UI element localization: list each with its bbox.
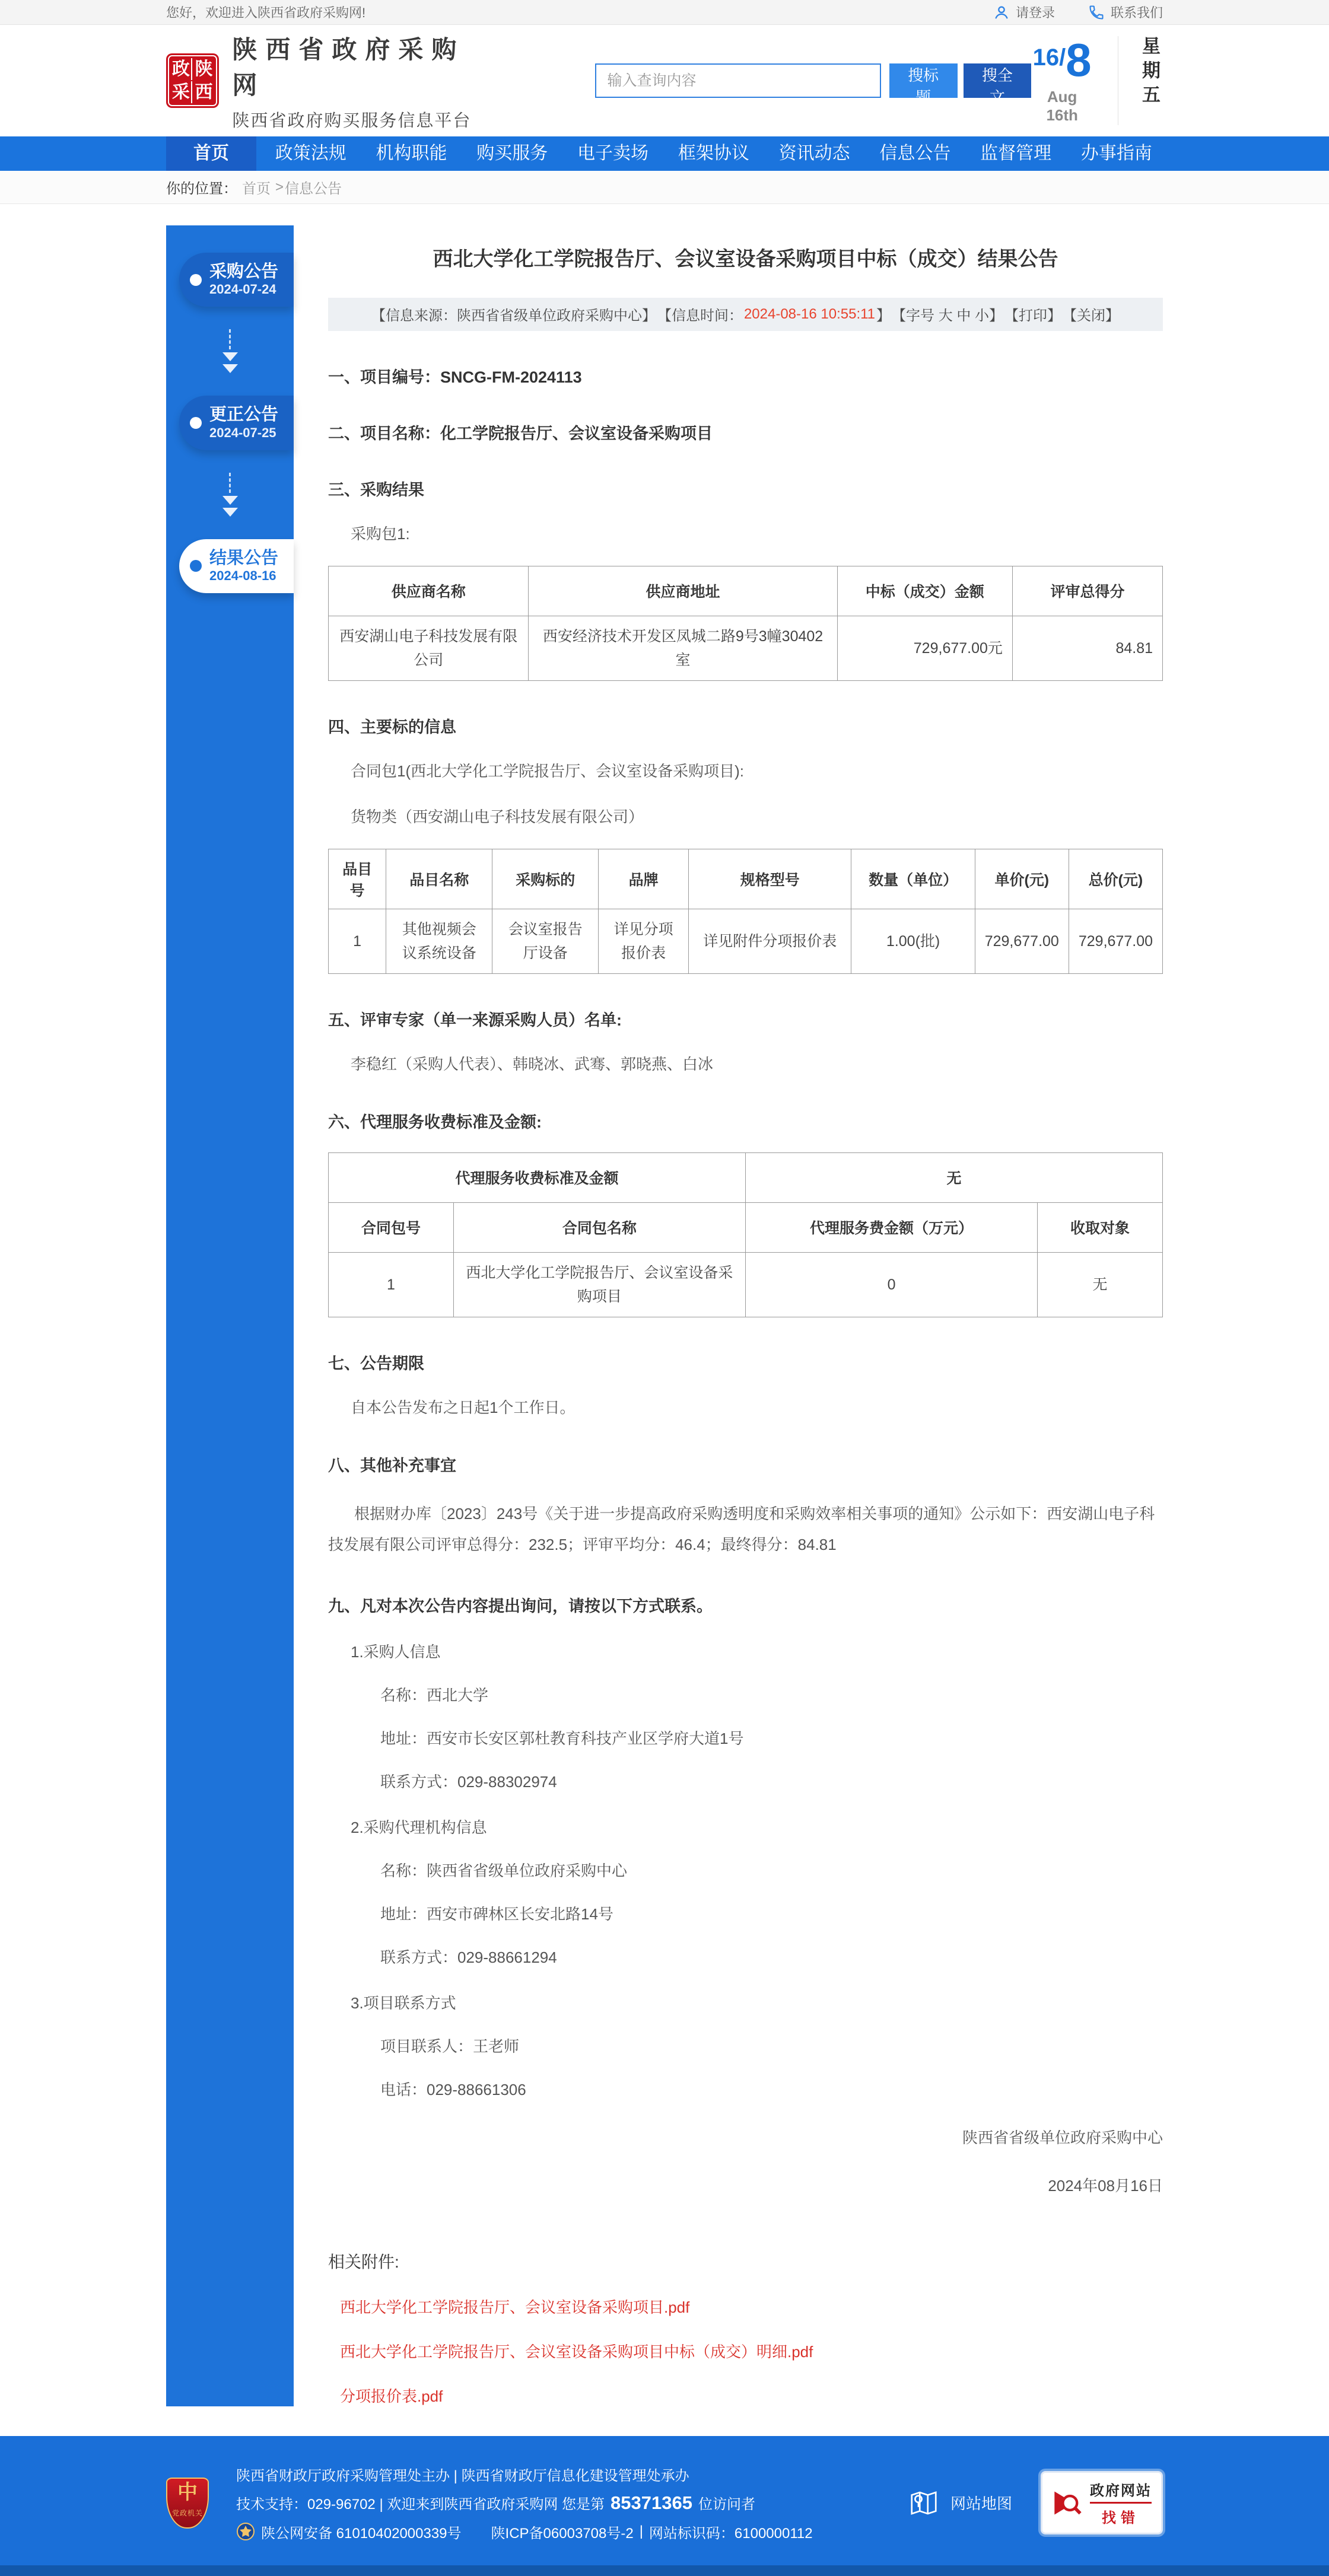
- logo-char: 西: [195, 82, 213, 102]
- table-header-cell: 中标（成交）金额: [837, 566, 1012, 616]
- article-meta-bar: [328, 298, 1163, 331]
- site-footer: [0, 2436, 1329, 2576]
- magnifier-icon: [1052, 2488, 1083, 2518]
- footer-registration-line: [236, 2521, 908, 2542]
- package-label: 采购包1:: [351, 524, 410, 543]
- agency-fee-table: [328, 1152, 1163, 1317]
- table-header-cell: 单价(元): [975, 849, 1069, 909]
- page-title: 西北大学化工学院报告厅、会议室设备采购项目中标（成交）结果公告: [433, 248, 1058, 270]
- table-header-cell: 品目号: [329, 849, 386, 909]
- font-size-controls[interactable]: 【字号 大 中 小】: [892, 308, 1004, 324]
- sidebar-item-result-notice[interactable]: [179, 539, 294, 593]
- contact-label: 联系我们: [1110, 5, 1163, 20]
- police-registration[interactable]: 陕公网安备 61010402000339号: [261, 2525, 462, 2542]
- table-header-cell: 无: [745, 1152, 1162, 1202]
- site-subtitle: 陕西省政府购买服务信息平台: [232, 111, 472, 130]
- attachment-link[interactable]: 西北大学化工学院报告厅、会议室设备采购项目.pdf: [340, 2298, 690, 2316]
- bullet-dot-icon: [190, 560, 202, 572]
- breadcrumb-current[interactable]: 信息公告: [285, 181, 342, 197]
- section-7-heading: 七、公告期限: [328, 1354, 424, 1373]
- footer-text-block: [236, 2456, 908, 2550]
- table-cell: 西安湖山电子科技发展有限公司: [329, 616, 529, 680]
- site-identifier-code: 网站标识码：6100000112: [648, 2525, 813, 2542]
- table-cell: 1.00(批): [851, 909, 975, 973]
- shield-text: 党政机关: [171, 2508, 203, 2517]
- table-header-cell: 采购标的: [492, 849, 599, 909]
- login-label: 请登录: [1015, 5, 1055, 20]
- section-8-heading: 八、其他补充事宜: [328, 1456, 456, 1475]
- agency-contact: 联系方式：029-88661294: [380, 1948, 557, 1966]
- table-cell: 84.81: [1012, 616, 1162, 680]
- signoff-org: 陕西省省级单位政府采购中心: [962, 2128, 1163, 2147]
- bullet-dot-icon: [190, 417, 202, 429]
- table-header-cell: 合同包号: [329, 1202, 454, 1252]
- attachment-link[interactable]: 西北大学化工学院报告厅、会议室设备采购项目中标（成交）明细.pdf: [340, 2342, 813, 2361]
- error-badge-subtitle: 找错: [1102, 2510, 1140, 2527]
- meta-time-prefix: 【信息时间：: [657, 308, 743, 324]
- agency-address: 地址：西安市碑林区长安北路14号: [380, 1905, 613, 1923]
- content-area: [166, 204, 1163, 2424]
- table-row: [329, 616, 1163, 680]
- meta-time-suffix: 】: [876, 308, 891, 324]
- table-cell: 0: [745, 1252, 1037, 1317]
- error-badge-title: 政府网站: [1090, 2479, 1152, 2504]
- date-numbers: [1031, 34, 1093, 86]
- section-4-heading: 四、主要标的信息: [328, 718, 456, 736]
- article: [328, 225, 1163, 2406]
- breadcrumb: [166, 171, 1163, 203]
- weekday-label: 星期五: [1118, 36, 1163, 125]
- nav-item-purchase-services[interactable]: 购买服务: [476, 144, 548, 163]
- arrow-down-icon: [166, 329, 294, 373]
- sitemap-link[interactable]: [908, 2487, 1012, 2519]
- breadcrumb-label: 你的位置：: [166, 181, 237, 197]
- breadcrumb-home[interactable]: 首页: [242, 181, 271, 197]
- table-header-cell: 规格型号: [688, 849, 851, 909]
- agency-name: 名称：陕西省省级单位政府采购中心: [380, 1861, 628, 1880]
- table-cell: 1: [329, 909, 386, 973]
- logo-char: 采: [171, 81, 192, 103]
- nav-item-guide[interactable]: 办事指南: [1080, 144, 1152, 163]
- table-row: [329, 1252, 1163, 1317]
- table-header-cell: 供应商地址: [529, 566, 837, 616]
- user-icon: [993, 4, 1010, 21]
- meta-source: 【信息来源：陕西省省级单位政府采购中心】: [371, 308, 656, 324]
- search-fulltext-button[interactable]: 搜全文: [964, 63, 1032, 98]
- attachments-section: [328, 2249, 1163, 2406]
- section-6-heading: 六、代理服务收费标准及金额:: [328, 1113, 542, 1131]
- table-header-cell: 代理服务收费标准及金额: [329, 1152, 746, 1202]
- section-1-heading: 一、项目编号：SNCG-FM-2024113: [328, 368, 582, 386]
- login-link[interactable]: [993, 3, 1055, 21]
- sidebar-item-correction-notice[interactable]: [179, 396, 294, 450]
- section-2-heading: 二、项目名称：化工学院报告厅、会议室设备采购项目: [328, 424, 713, 442]
- project-contact-phone: 电话：029-88661306: [380, 2080, 526, 2099]
- search-title-button[interactable]: 搜标题: [889, 63, 958, 98]
- nav-item-framework[interactable]: 框架协议: [678, 144, 749, 163]
- section-3-heading: 三、采购结果: [328, 480, 424, 499]
- table-cell: 详见分项报价表: [599, 909, 689, 973]
- supplier-result-table: [328, 566, 1163, 681]
- table-cell: 729,677.00: [1069, 909, 1162, 973]
- table-row: [329, 909, 1163, 973]
- date-month: 8: [1066, 34, 1092, 86]
- table-header-cell: 合同包名称: [453, 1202, 745, 1252]
- breadcrumb-separator: >: [275, 179, 284, 195]
- sidebar-item-label: 更正公告: [209, 405, 279, 425]
- visitor-count: 85371365: [611, 2492, 692, 2513]
- nav-item-news[interactable]: 资讯动态: [778, 144, 850, 163]
- gov-shield-icon: [166, 2478, 209, 2529]
- table-header-cell: 总价(元): [1069, 849, 1162, 909]
- table-header-cell: 评审总得分: [1012, 566, 1162, 616]
- table-cell: 详见附件分项报价表: [688, 909, 851, 973]
- table-cell: 西北大学化工学院报告厅、会议室设备采购项目: [453, 1252, 745, 1317]
- table-cell: 西安经济技术开发区凤城二路9号3幢30402室: [529, 616, 837, 680]
- nav-item-policies[interactable]: 政策法规: [275, 144, 346, 163]
- announcement-sidebar: [166, 225, 294, 2406]
- welcome-text: 您好，欢迎进入陕西省政府采购网!: [166, 5, 366, 20]
- close-button[interactable]: 【关闭】: [1063, 308, 1120, 324]
- site-title: 陕西省政府采购网: [232, 35, 465, 99]
- attachment-link[interactable]: 分项报价表.pdf: [340, 2387, 443, 2405]
- sidebar-item-date: 2024-08-16: [209, 568, 276, 584]
- agency-info-title: 2.采购代理机构信息: [351, 1818, 487, 1836]
- supplementary-note: 根据财办库〔2023〕243号《关于进一步提高政府采购透明度和采购效率相关事项的通知》公示如下：西安湖山电子科技发展有限公司评审总得分：232.5；评审平均分：46.4；最终得分：84.81: [328, 1504, 1155, 1553]
- announcement-period: 自本公告发布之日起1个工作日。: [351, 1398, 576, 1416]
- contact-link[interactable]: [1088, 3, 1163, 21]
- footer-support-line: [236, 2492, 908, 2514]
- table-header-cell: 收取对象: [1038, 1202, 1163, 1252]
- table-header-cell: 代理服务费金额（万元）: [745, 1202, 1037, 1252]
- section-9-heading: 九、凡对本次公告内容提出询问，请按以下方式联系。: [328, 1597, 713, 1615]
- police-badge-icon: [236, 2522, 255, 2541]
- table-header-cell: 数量（单位）: [851, 849, 975, 909]
- goods-category-line: 货物类（西安湖山电子科技发展有限公司）: [351, 807, 644, 826]
- nav-item-announcements[interactable]: 信息公告: [879, 144, 951, 163]
- nav-item-supervision[interactable]: 监督管理: [980, 144, 1052, 163]
- sidebar-item-label: 采购公告: [209, 262, 279, 281]
- site-logo: [166, 53, 219, 108]
- table-cell: 其他视频会议系统设备: [386, 909, 492, 973]
- table-header-cell: 品目名称: [386, 849, 492, 909]
- sidebar-item-label: 结果公告: [209, 548, 279, 568]
- footer-support-prefix: 技术支持：029-96702 | 欢迎来到陕西省政府采购网 您是第: [236, 2497, 605, 2513]
- project-contact-title: 3.项目联系方式: [351, 1994, 456, 2012]
- logo-char: 陕: [195, 59, 213, 79]
- table-cell: 729,677.00: [975, 909, 1069, 973]
- shield-glyph: 中: [177, 2481, 198, 2504]
- table-header-cell: 供应商名称: [329, 566, 529, 616]
- nav-item-e-mall[interactable]: 电子卖场: [577, 144, 649, 163]
- sitemap-label: 网站地图: [950, 2495, 1012, 2513]
- footer-organizer-line: 陕西省财政厅政府采购管理处主办 | 陕西省财政厅信息化建设管理处承办: [236, 2467, 689, 2484]
- purchaser-address: 地址：西安市长安区郭杜教育科技产业区学府大道1号: [380, 1729, 744, 1747]
- project-contact-person: 项目联系人：王老师: [380, 2037, 520, 2055]
- meta-time: 2024-08-16 10:55:11: [743, 305, 876, 322]
- brand: [166, 30, 488, 132]
- sidebar-item-procurement-notice[interactable]: [179, 253, 294, 307]
- section-5-heading: 五、评审专家（单一来源采购人员）名单:: [328, 1011, 622, 1029]
- sidebar-item-date: 2024-07-25: [209, 425, 276, 440]
- table-cell: 1: [329, 1252, 454, 1317]
- phone-icon: [1088, 4, 1105, 21]
- table-cell: 无: [1038, 1252, 1163, 1317]
- logo-char: 政: [171, 58, 192, 80]
- search-box: [595, 63, 1031, 106]
- bullet-dot-icon: [190, 274, 202, 286]
- main-nav: [0, 136, 1329, 171]
- purchaser-info-title: 1.采购人信息: [351, 1642, 441, 1661]
- date-english: Aug 16th: [1046, 88, 1078, 124]
- map-icon: [908, 2487, 940, 2519]
- error-report-badge[interactable]: [1041, 2471, 1163, 2534]
- sidebar-item-date: 2024-07-24: [209, 282, 276, 297]
- nav-item-home[interactable]: 首页: [166, 136, 256, 171]
- purchaser-name: 名称：西北大学: [380, 1686, 489, 1704]
- purchaser-contact: 联系方式：029-88302974: [380, 1772, 557, 1791]
- table-cell: 729,677.00元: [837, 616, 1012, 680]
- footer-bottom-strip: [0, 2565, 1329, 2576]
- arrow-down-icon: [166, 473, 294, 517]
- attachments-label: 相关附件:: [328, 2252, 399, 2271]
- footer-right: [908, 2471, 1163, 2534]
- expert-list: 李稳红（采购人代表）、韩晓冰、武骞、郭晓燕、白冰: [351, 1055, 714, 1073]
- topbar-links: [993, 3, 1163, 21]
- site-header: [0, 25, 1329, 136]
- date-block: [1031, 36, 1163, 125]
- contract-package-line: 合同包1(西北大学化工学院报告厅、会议室设备采购项目):: [351, 762, 745, 780]
- date-day: 16/: [1032, 44, 1066, 71]
- footer-support-suffix: 位访问者: [698, 2497, 755, 2513]
- nav-item-functions[interactable]: 机构职能: [376, 144, 447, 163]
- item-detail-table: [328, 849, 1163, 974]
- topbar: [0, 0, 1329, 25]
- table-cell: 会议室报告厅设备: [492, 909, 599, 973]
- icp-registration[interactable]: 陕ICP备06003708号-2: [491, 2525, 634, 2542]
- registration-separator: |: [639, 2523, 643, 2540]
- search-input[interactable]: [595, 63, 880, 98]
- signoff-date: 2024年08月16日: [1048, 2176, 1163, 2195]
- print-button[interactable]: 【打印】: [1004, 308, 1062, 324]
- breadcrumb-bar: [0, 171, 1329, 204]
- table-header-cell: 品牌: [599, 849, 689, 909]
